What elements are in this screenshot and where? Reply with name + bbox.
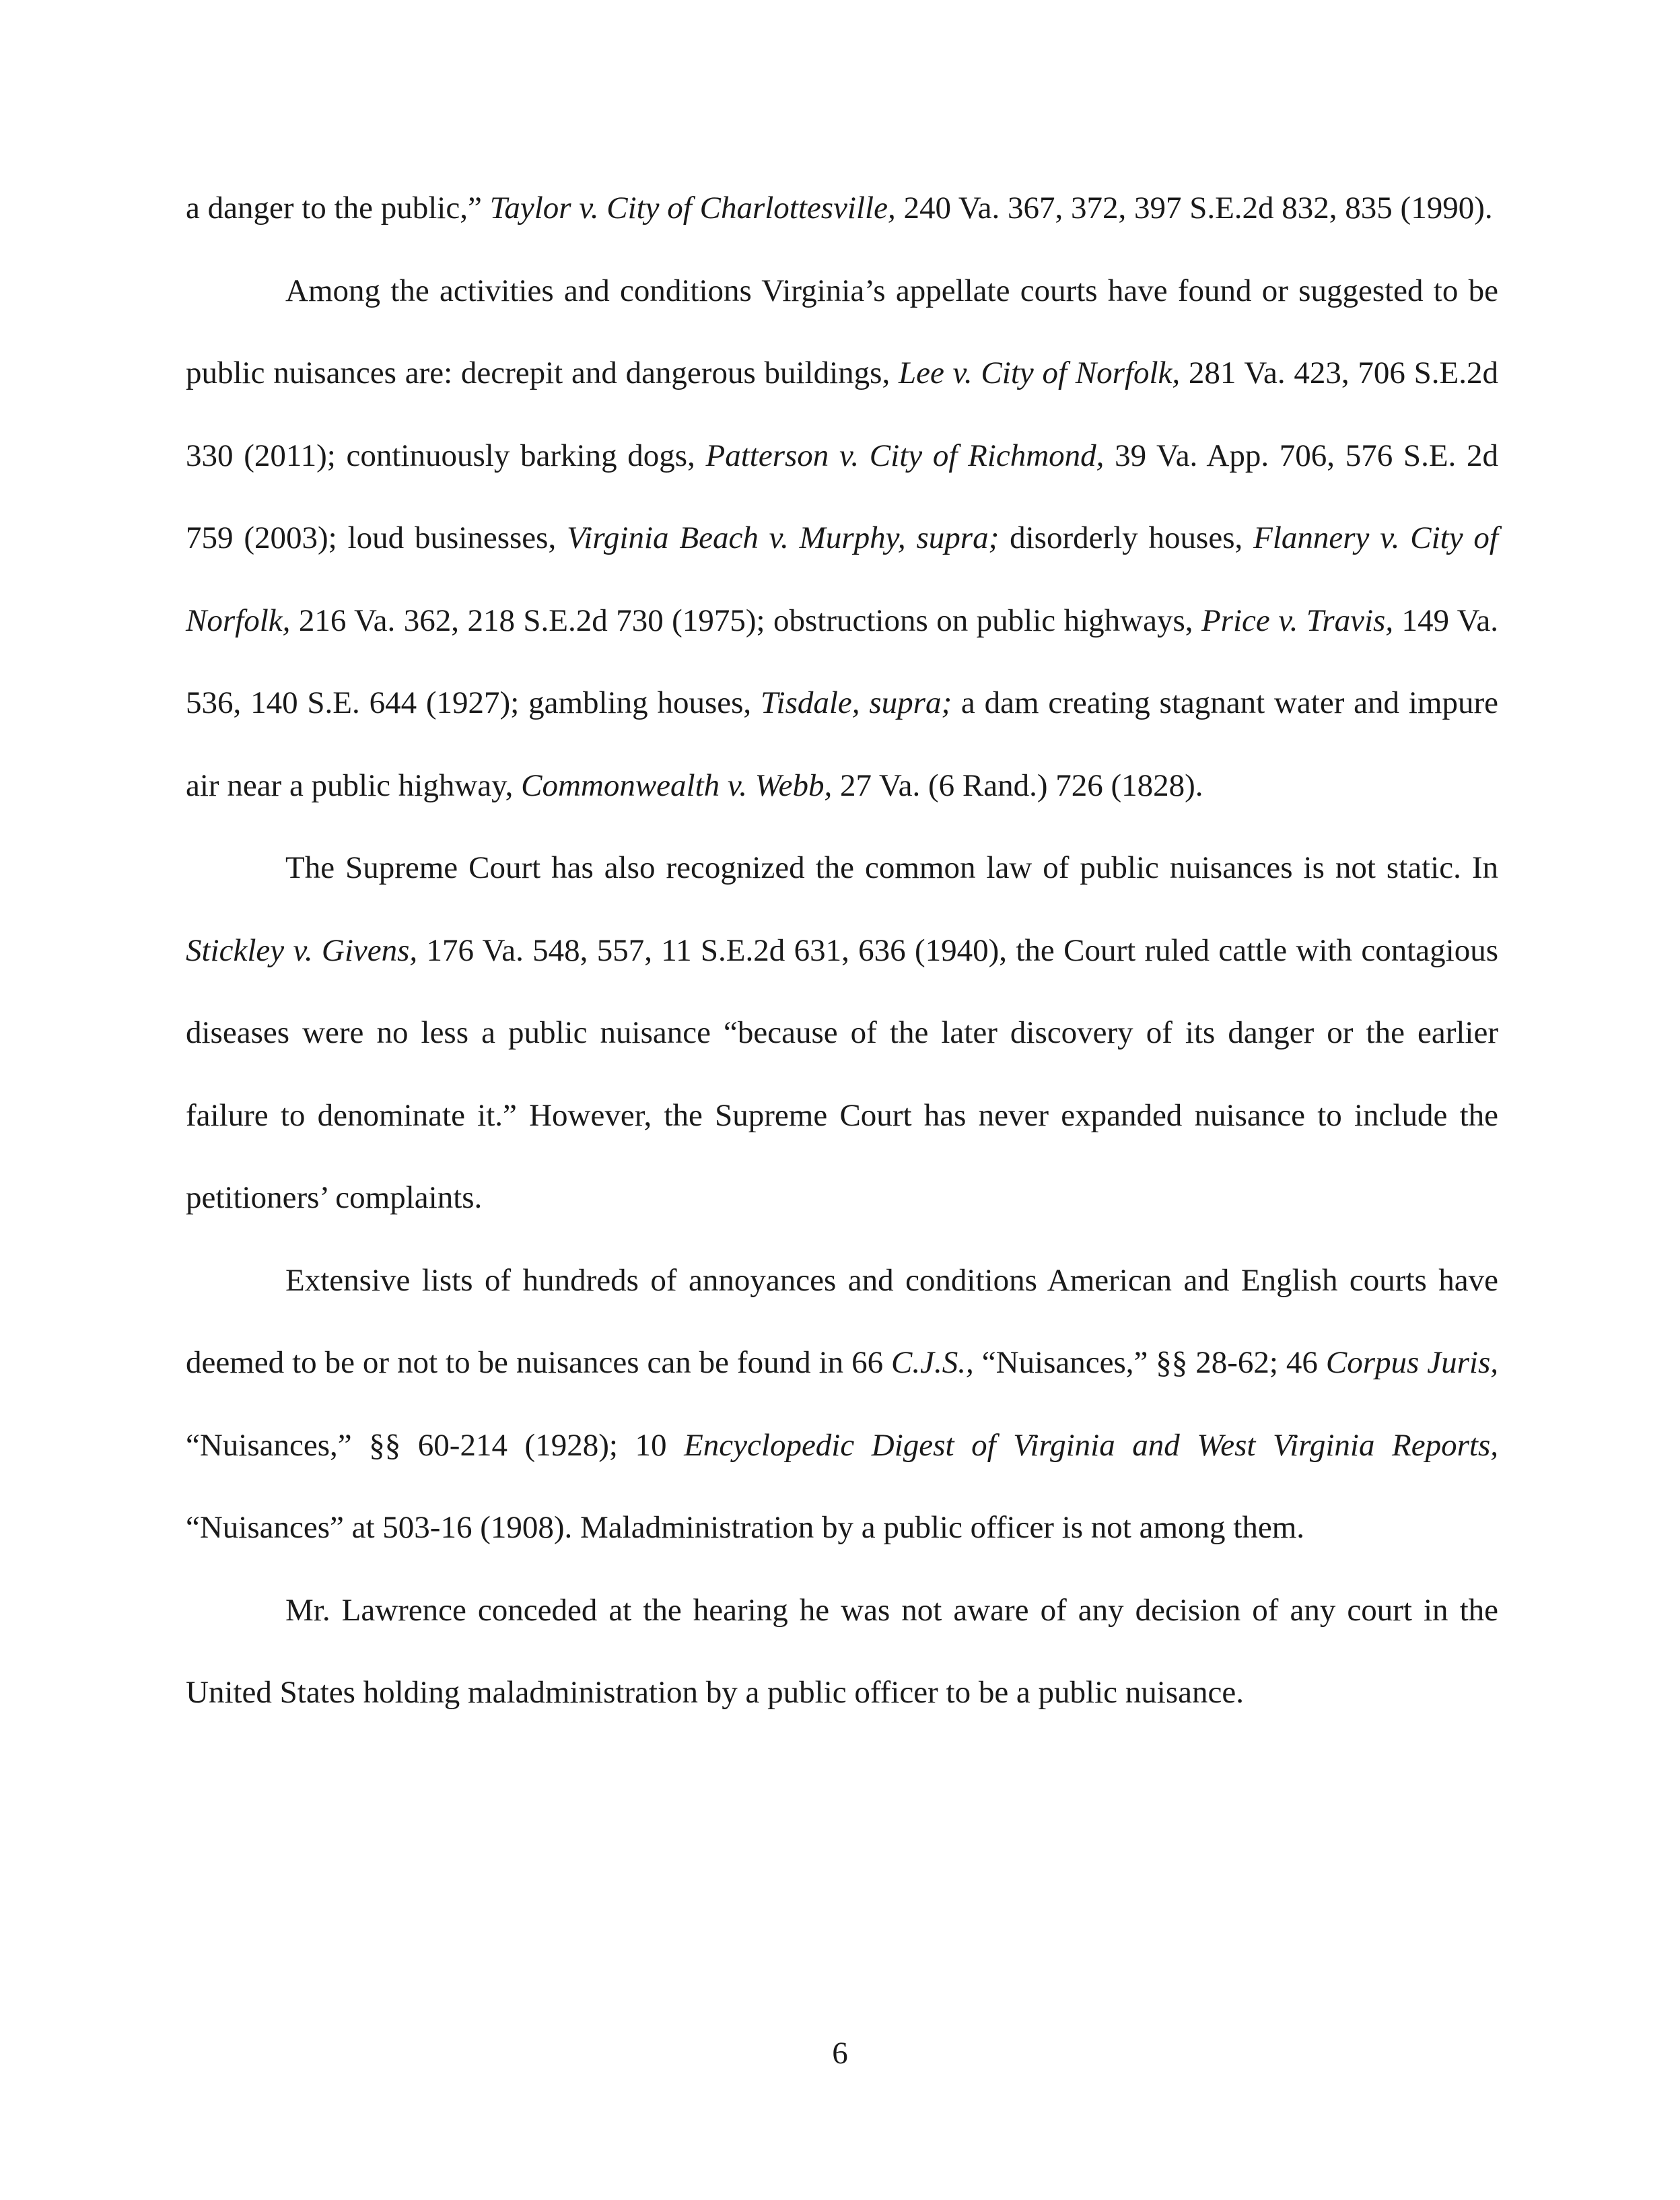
paragraph-text: “Nuisances,” §§ 60-214 (1928); 10: [186, 1427, 685, 1463]
case-citation: Price v. Travis,: [1201, 603, 1394, 638]
paragraph-text: 27 Va. (6 Rand.) 726 (1828).: [832, 767, 1203, 803]
case-citation: Lee v. City of Norfolk,: [898, 355, 1181, 390]
paragraph-text: Extensive lists of hundreds of annoyances and conditions American and English courts have deemed to be or not to be nuisances can be found in 66: [186, 1262, 1498, 1380]
case-citation: Virginia Beach v. Murphy, supra;: [567, 520, 1000, 555]
paragraph-text: 240 Va. 367, 372, 397 S.E.2d 832, 835 (1990).: [895, 191, 1493, 226]
paragraph-nuisance-lists: [186, 1239, 1498, 1569]
case-citation: Stickley v. Givens,: [186, 932, 418, 968]
paragraph-text: Among the activities and conditions Virginia’s appellate courts have found or suggested to be public nuisances are: decrepit and dangerous buildings,: [186, 273, 1498, 390]
case-citation: Patterson v. City of Richmond,: [705, 438, 1105, 473]
paragraph-text: 281 Va. 423, 706 S.E.2d 330 (2011); continuously barking dogs,: [186, 355, 1498, 473]
paragraph-text: “Nuisances,” §§ 28-62; 46: [973, 1345, 1326, 1380]
paragraph-text: Mr. Lawrence conceded at the hearing he was not aware of any decision of any court in the United States holding maladministration by a public officer to be a public nuisance.: [186, 1592, 1498, 1710]
paragraph-lawrence-concession: [186, 1569, 1498, 1734]
paragraph-text: The Supreme Court has also recognized the common law of public nuisances is not static. In: [285, 850, 1498, 885]
paragraph-text: a dam creating stagnant water and impure air near a public highway,: [186, 685, 1498, 803]
paragraph-public-nuisance-examples: [186, 250, 1498, 827]
case-citation: C.J.S.,: [891, 1345, 974, 1380]
case-citation: Tisdale, supra;: [760, 685, 952, 720]
paragraph-text: 149 Va. 536, 140 S.E. 644 (1927); gambling houses,: [186, 603, 1499, 720]
paragraph-common-law-not-static: [186, 827, 1498, 1239]
paragraph-continuation: [186, 167, 1498, 250]
paragraph-text: disorderly houses,: [999, 520, 1254, 555]
case-citation: Corpus Juris,: [1325, 1345, 1498, 1380]
paragraph-text: 216 Va. 362, 218 S.E.2d 730 (1975); obstructions on public highways,: [290, 603, 1201, 638]
page-number: 6: [832, 2036, 848, 2071]
paragraph-text: 176 Va. 548, 557, 11 S.E.2d 631, 636 (1940), the Court ruled cattle with contagious diseases were no less a public nuisance “because of the later discovery of its danger or the earlier failure to denominate it.” However, the Supreme Court has never expanded nuisance to include the petitioners’ complaints.: [186, 932, 1498, 1215]
paragraph-text: a danger to the public,”: [186, 191, 490, 226]
case-citation: Taylor v. City of Charlottesville,: [489, 191, 896, 226]
paragraph-text: “Nuisances” at 503-16 (1908). Maladministration by a public officer is not among them.: [186, 1510, 1305, 1545]
case-citation: Commonwealth v. Webb,: [521, 767, 833, 803]
body-text: [186, 167, 1498, 1734]
case-citation: Encyclopedic Digest of Virginia and West Virginia Reports,: [684, 1427, 1498, 1463]
paragraph-text: 39 Va. App. 706, 576 S.E. 2d 759 (2003); loud businesses,: [186, 438, 1498, 555]
case-citation: Flannery v. City of Norfolk,: [186, 520, 1498, 638]
